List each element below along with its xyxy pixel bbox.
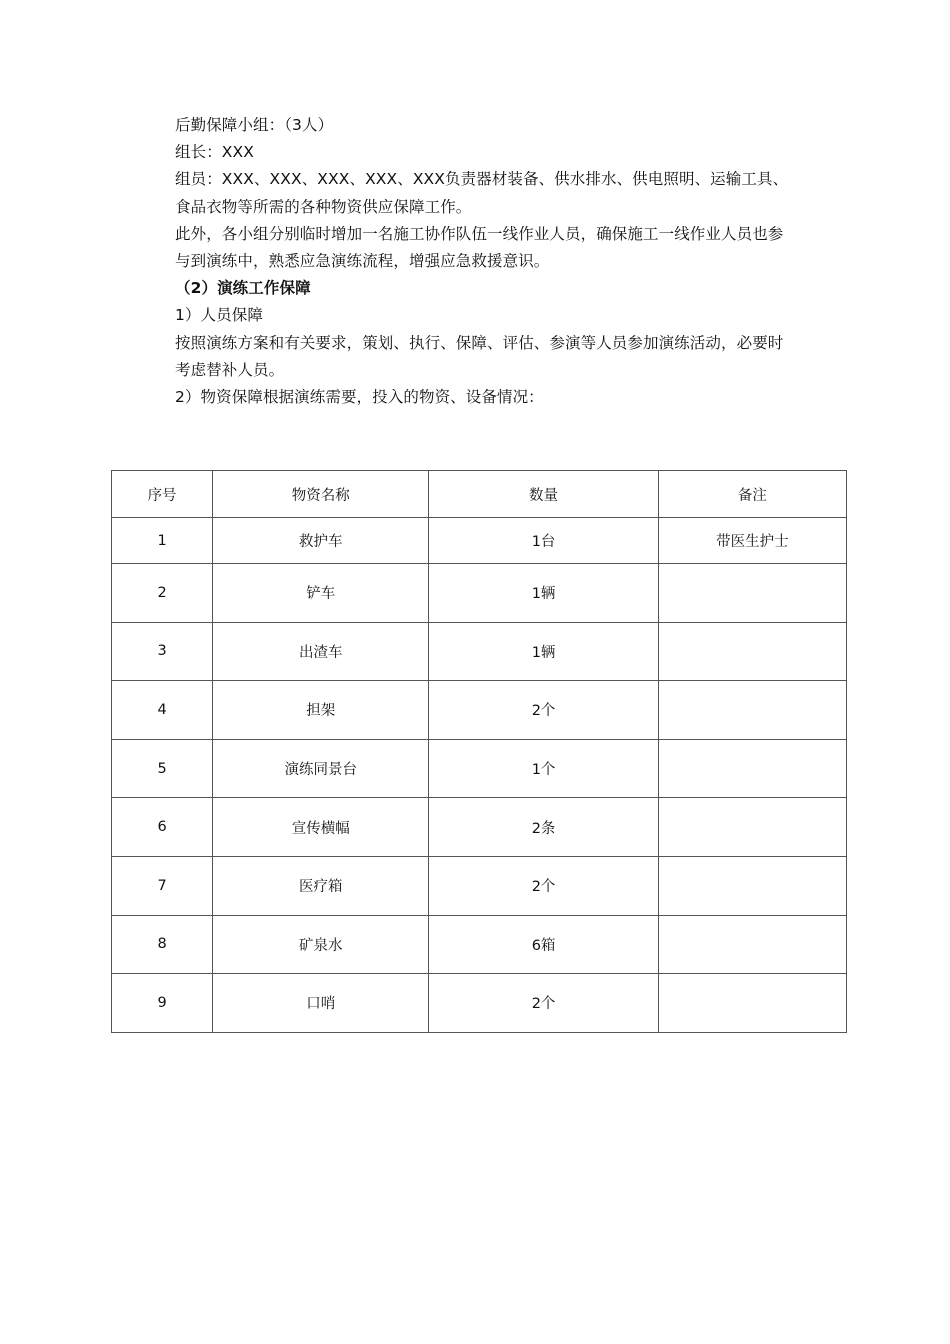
materials-table [111, 470, 847, 1033]
body-text [175, 112, 855, 411]
cell-item-name: 矿泉水 [213, 915, 429, 974]
cell-item-name: 救护车 [213, 518, 429, 564]
cell-item-name: 出渣车 [213, 622, 429, 681]
text-line: 后勤保障小组：（3人） [175, 116, 334, 134]
cell-index: 9 [112, 974, 213, 1033]
cell-quantity: 6箱 [429, 915, 658, 974]
header-index: 序号 [112, 471, 213, 518]
cell-remark [658, 739, 846, 798]
header-quantity: 数量 [429, 471, 658, 518]
table-row [112, 681, 847, 740]
text-line: 与到演练中，熟悉应急演练流程，增强应急救援意识。 [175, 252, 550, 271]
table-row [112, 856, 847, 915]
cell-item-name: 宣传横幅 [213, 798, 429, 857]
text-line: 考虑替补人员。 [175, 360, 285, 379]
section-heading: （2）演练工作保障 [175, 279, 311, 298]
cell-index: 5 [112, 739, 213, 798]
header-remark: 备注 [658, 471, 846, 518]
cell-item-name: 担架 [213, 681, 429, 740]
text-line: 2）物资保障根据演练需要，投入的物资、设备情况： [175, 388, 544, 407]
text-line: 按照演练方案和有关要求，策划、执行、保障、评估、参演等人员参加演练活动，必要时 [175, 333, 784, 352]
cell-item-name: 铲车 [213, 564, 429, 623]
cell-quantity: 2条 [429, 798, 658, 857]
cell-index: 2 [112, 564, 213, 623]
table-row [112, 798, 847, 857]
text-line: 食品衣物等所需的各种物资供应保障工作。 [175, 197, 472, 216]
table-row [112, 564, 847, 623]
cell-item-name: 演练同景台 [213, 739, 429, 798]
text-line: 1）人员保障 [175, 306, 263, 325]
cell-remark: 带医生护士 [658, 518, 846, 564]
table-row [112, 518, 847, 564]
cell-index: 4 [112, 681, 213, 740]
cell-quantity: 1辆 [429, 622, 658, 681]
cell-remark [658, 681, 846, 740]
cell-quantity: 1辆 [429, 564, 658, 623]
cell-index: 6 [112, 798, 213, 857]
cell-remark [658, 564, 846, 623]
cell-item-name: 口哨 [213, 974, 429, 1033]
table-row [112, 974, 847, 1033]
cell-index: 8 [112, 915, 213, 974]
cell-quantity: 1台 [429, 518, 658, 564]
table-row [112, 739, 847, 798]
cell-remark [658, 915, 846, 974]
cell-index: 3 [112, 622, 213, 681]
cell-quantity: 1个 [429, 739, 658, 798]
text-line: 组长：XXX [175, 143, 254, 162]
cell-index: 1 [112, 518, 213, 564]
header-item-name: 物资名称 [213, 471, 429, 518]
table-row [112, 915, 847, 974]
cell-remark [658, 974, 846, 1033]
cell-item-name: 医疗箱 [213, 856, 429, 915]
table-row [112, 622, 847, 681]
table-header-row [112, 471, 847, 518]
cell-quantity: 2个 [429, 856, 658, 915]
cell-remark [658, 798, 846, 857]
cell-index: 7 [112, 856, 213, 915]
cell-remark [658, 622, 846, 681]
text-line: 此外，各小组分别临时增加一名施工协作队伍一线作业人员，确保施工一线作业人员也参 [175, 224, 784, 243]
text-line: 组员：XXX、XXX、XXX、XXX、XXX负责器材装备、供水排水、供电照明、运输工具、 [175, 170, 789, 189]
cell-remark [658, 856, 846, 915]
cell-quantity: 2个 [429, 974, 658, 1033]
cell-quantity: 2个 [429, 681, 658, 740]
